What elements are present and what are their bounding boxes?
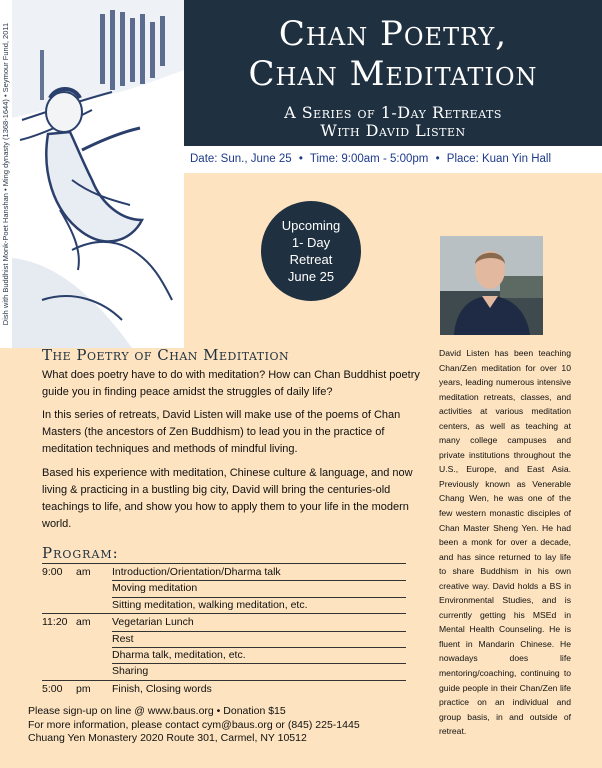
program-row	[42, 631, 406, 647]
program-row	[42, 663, 406, 679]
program-row	[42, 647, 406, 663]
contact-footer	[28, 705, 360, 746]
separator-dot: •	[298, 153, 303, 165]
david-listen-photo	[440, 236, 543, 335]
event-date: Date: Sun., June 25	[190, 153, 292, 165]
title-banner	[184, 0, 602, 146]
program-time: 5:00	[42, 682, 63, 695]
program-row	[42, 580, 406, 596]
image-caption-strip	[0, 0, 12, 348]
program-activity: Rest	[112, 632, 134, 645]
separator-dot: •	[435, 153, 440, 165]
subtitle-line-2: With David Listen	[320, 121, 466, 140]
subtitle-line-1: A Series of 1-Day Retreats	[284, 103, 502, 122]
program-row	[42, 613, 406, 630]
contact-line: For more information, please contact cym@baus.org or (845) 225-1445	[28, 718, 360, 731]
badge-line-4: June 25	[287, 269, 335, 284]
signup-line: Please sign-up on line @ www.baus.org • Donation $15	[28, 705, 286, 717]
badge-line-3: Retreat	[289, 252, 333, 267]
program-activity: Sharing	[112, 665, 149, 678]
program-row	[42, 680, 406, 697]
badge-line-1: Upcoming	[281, 218, 341, 233]
upcoming-retreat-badge	[261, 201, 361, 301]
badge-line-2: 1- Day	[291, 235, 331, 250]
address-line: Chuang Yen Monastery 2020 Route 301, Carmel, NY 10512	[28, 732, 307, 744]
hanshan-plate-image	[12, 0, 184, 348]
program-activity: Vegetarian Lunch	[112, 616, 194, 629]
program-time: 9:00	[42, 566, 63, 578]
intro-paragraph-2: In this series of retreats, David Listen will make use of the poems of Chan Masters (the ancestors of Zen Buddhism) to lead you in the practice of meditation techniques and methods of mindful living.	[42, 409, 401, 455]
program-activity: Moving meditation	[112, 582, 198, 595]
program-activity: Sitting meditation, walking meditation, etc.	[112, 598, 308, 611]
teacher-bio: David Listen has been teaching Chan/Zen meditation for over 10 years, leading numerous intensive meditation retreats, classes, and activities at various meditation centers, as well as teaching at many college campuses and private institutions throughout the U.S., Europe, and East Asia. Previously known as Venerable Chang Wen, he was one of the few western monastic disciples of Chan Master Sheng Yen. He had been a monk for over a decade, and has since returned to lay life to share Buddhism in his own creative way. David holds a BS in Environmental Studies, and is currently getting his MSEd in Mental Health Counseling. He is fluent in Mandarin Chinese. He nowadays does life mentoring/coaching, continuing to guide people in their Chan/Zen life practice on an individual and group basis, in and outside of retreat.	[439, 348, 571, 737]
program-heading: Program:	[42, 544, 119, 562]
program-activity: Introduction/Orientation/Dharma talk	[112, 566, 281, 578]
program-row	[42, 563, 406, 580]
event-place: Place: Kuan Yin Hall	[446, 153, 551, 165]
program-ampm: am	[76, 566, 91, 578]
image-caption: Dish with Buddhist Monk-Poet Hanshan • Ming dynasty (1368-1644) • Seymour Fund, 2011	[1, 22, 10, 326]
program-activity: Dharma talk, meditation, etc.	[112, 648, 246, 661]
title-line-2: Chan Meditation	[248, 54, 538, 94]
program-row	[42, 597, 406, 613]
program-ampm: am	[76, 616, 91, 629]
intro-paragraph-3: Based his experience with meditation, Chinese culture & language, and now living & practicing in a bustling big city, David will bring the centuries-old teachings to life, and show you how to apply them to your life in the modern world.	[42, 467, 413, 530]
portrait-illustration	[440, 236, 543, 335]
program-schedule	[42, 563, 406, 697]
program-ampm: pm	[76, 682, 91, 695]
intro-paragraph-1: What does poetry have to do with meditation? How can Chan Buddhist poetry guide you in finding peace amidst the struggles of daily life?	[42, 369, 420, 398]
event-time: Time: 9:00am - 5:00pm	[309, 153, 429, 165]
program-activity: Finish, Closing words	[112, 682, 212, 695]
program-time: 11:20	[42, 616, 68, 629]
plate-illustration	[12, 0, 184, 348]
event-info-bar	[184, 146, 602, 173]
poetry-heading: The Poetry of Chan Meditation	[42, 346, 290, 364]
title-line-1: Chan Poetry,	[278, 14, 508, 54]
